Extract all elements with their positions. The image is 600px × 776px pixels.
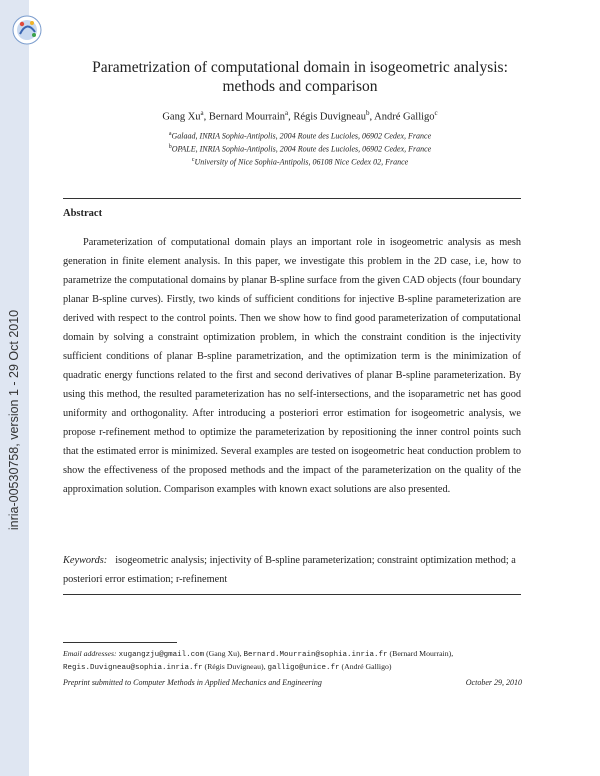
affiliation-text: OPALE, INRIA Sophia-Antipolis, 2004 Route des Lucioles, 06902 Cedex, France (171, 144, 432, 154)
abstract-text: Parameterization of computational domain plays an important role in isogeometric analysis as mesh generation in finite element analysis. In this paper, we investigate this problem in the 2D case, i.e, how to parametrize the computational domains by planar B-spline surface from the given CAD objects (four boundary planar B-spline curves). Firstly, two kinds of sufficient conditions for injective B-spline parameterization are derived with respect to the control points. Then we show how to find good parameterization of computational domain by solving a constraint optimization problem, in which the constraint condition is the injectivity sufficient conditions of planar B-spline parametrization, and the optimization term is the minimization of quadratic energy functions related to the first and second derivatives of planar B-spline parameterization. By using this method, the resulted parameterization has no self-intersections, and the isoparametric net has good uniformity and orthogonality. After introducing a posteriori error estimation for isogeometric analysis, we propose r-refinement method to optimize the parameterization by repositioning the inner control points such that the estimated error is minimized. Several examples are tested on isogeometric heat conduction problem to show the effectiveness of the proposed methods and the impact of the parameterization on the quality of the approximation solution. Comparison examples with known exact solutions are also presented. (63, 237, 521, 495)
author-list: Gang Xu$^a$, Bernard Mourrain$^a$, Régis Duvigneau$^b$, André Galligo$^c$ (162, 109, 438, 123)
affiliation-mark: c (191, 157, 195, 164)
paper-title (60, 58, 540, 96)
email-address: Regis.Duvigneau@sophia.inria.fr (63, 664, 203, 672)
author-name: André Galligo (374, 111, 435, 123)
author-mark: a (200, 109, 204, 117)
hal-identifier: inria-00530758, version 1 - 29 Oct 2010 (7, 309, 21, 531)
author-mark: c (434, 109, 438, 117)
submission-date: October 29, 2010 (465, 678, 522, 687)
affiliation (60, 142, 540, 155)
email-address: xugangzju@gmail.com (118, 651, 205, 659)
affiliation (60, 155, 540, 168)
title-line-1: Parametrization of computational domain in isogeometric analysis: (92, 59, 508, 76)
email-address: Bernard.Mourrain@sophia.inria.fr (243, 651, 388, 659)
abstract-bottom-rule (63, 594, 521, 595)
email-owner: (Bernard Mourrain), (389, 649, 454, 658)
preprint-note: Preprint submitted to Computer Methods in Applied Mechanics and Engineering (63, 678, 322, 687)
email-owner: (André Galligo) (341, 662, 392, 671)
author-mark: b (366, 109, 370, 117)
keywords-text: isogeometric analysis; injectivity of B-spline parameterization; constraint optimization method; a posteriori error estimation; r-refinement (63, 555, 516, 585)
email-address: galligo@unice.fr (267, 664, 340, 672)
affiliation-mark: a (168, 131, 172, 137)
email-label: Email addresses: (63, 649, 117, 658)
abstract-top-rule (63, 198, 521, 199)
author-name: Régis Duvigneau (293, 111, 366, 123)
affiliation-mark: b (168, 144, 172, 151)
author-name: Bernard Mourrain (208, 111, 286, 123)
author-name: Gang Xu (162, 111, 201, 123)
email-owner: (Gang Xu), (206, 649, 242, 658)
keywords-label: Keywords: (63, 555, 108, 566)
archive-logo-icon (8, 10, 48, 50)
affiliation (60, 129, 540, 142)
email-footnote (63, 648, 523, 674)
title-line-2: methods and comparison (222, 78, 378, 95)
affiliation-text: Galaad, INRIA Sophia-Antipolis, 2004 Route des Lucioles, 06902 Cedex, France (171, 131, 432, 141)
keywords (63, 551, 521, 589)
email-owner: (Régis Duvigneau), (204, 662, 266, 671)
affiliation-text: University of Nice Sophia-Antipolis, 06108 Nice Cedex 02, France (194, 157, 409, 167)
author-mark: a (285, 109, 289, 117)
abstract-heading: Abstract (63, 208, 103, 219)
footnote-rule (63, 642, 177, 643)
affiliation-list (60, 129, 540, 168)
